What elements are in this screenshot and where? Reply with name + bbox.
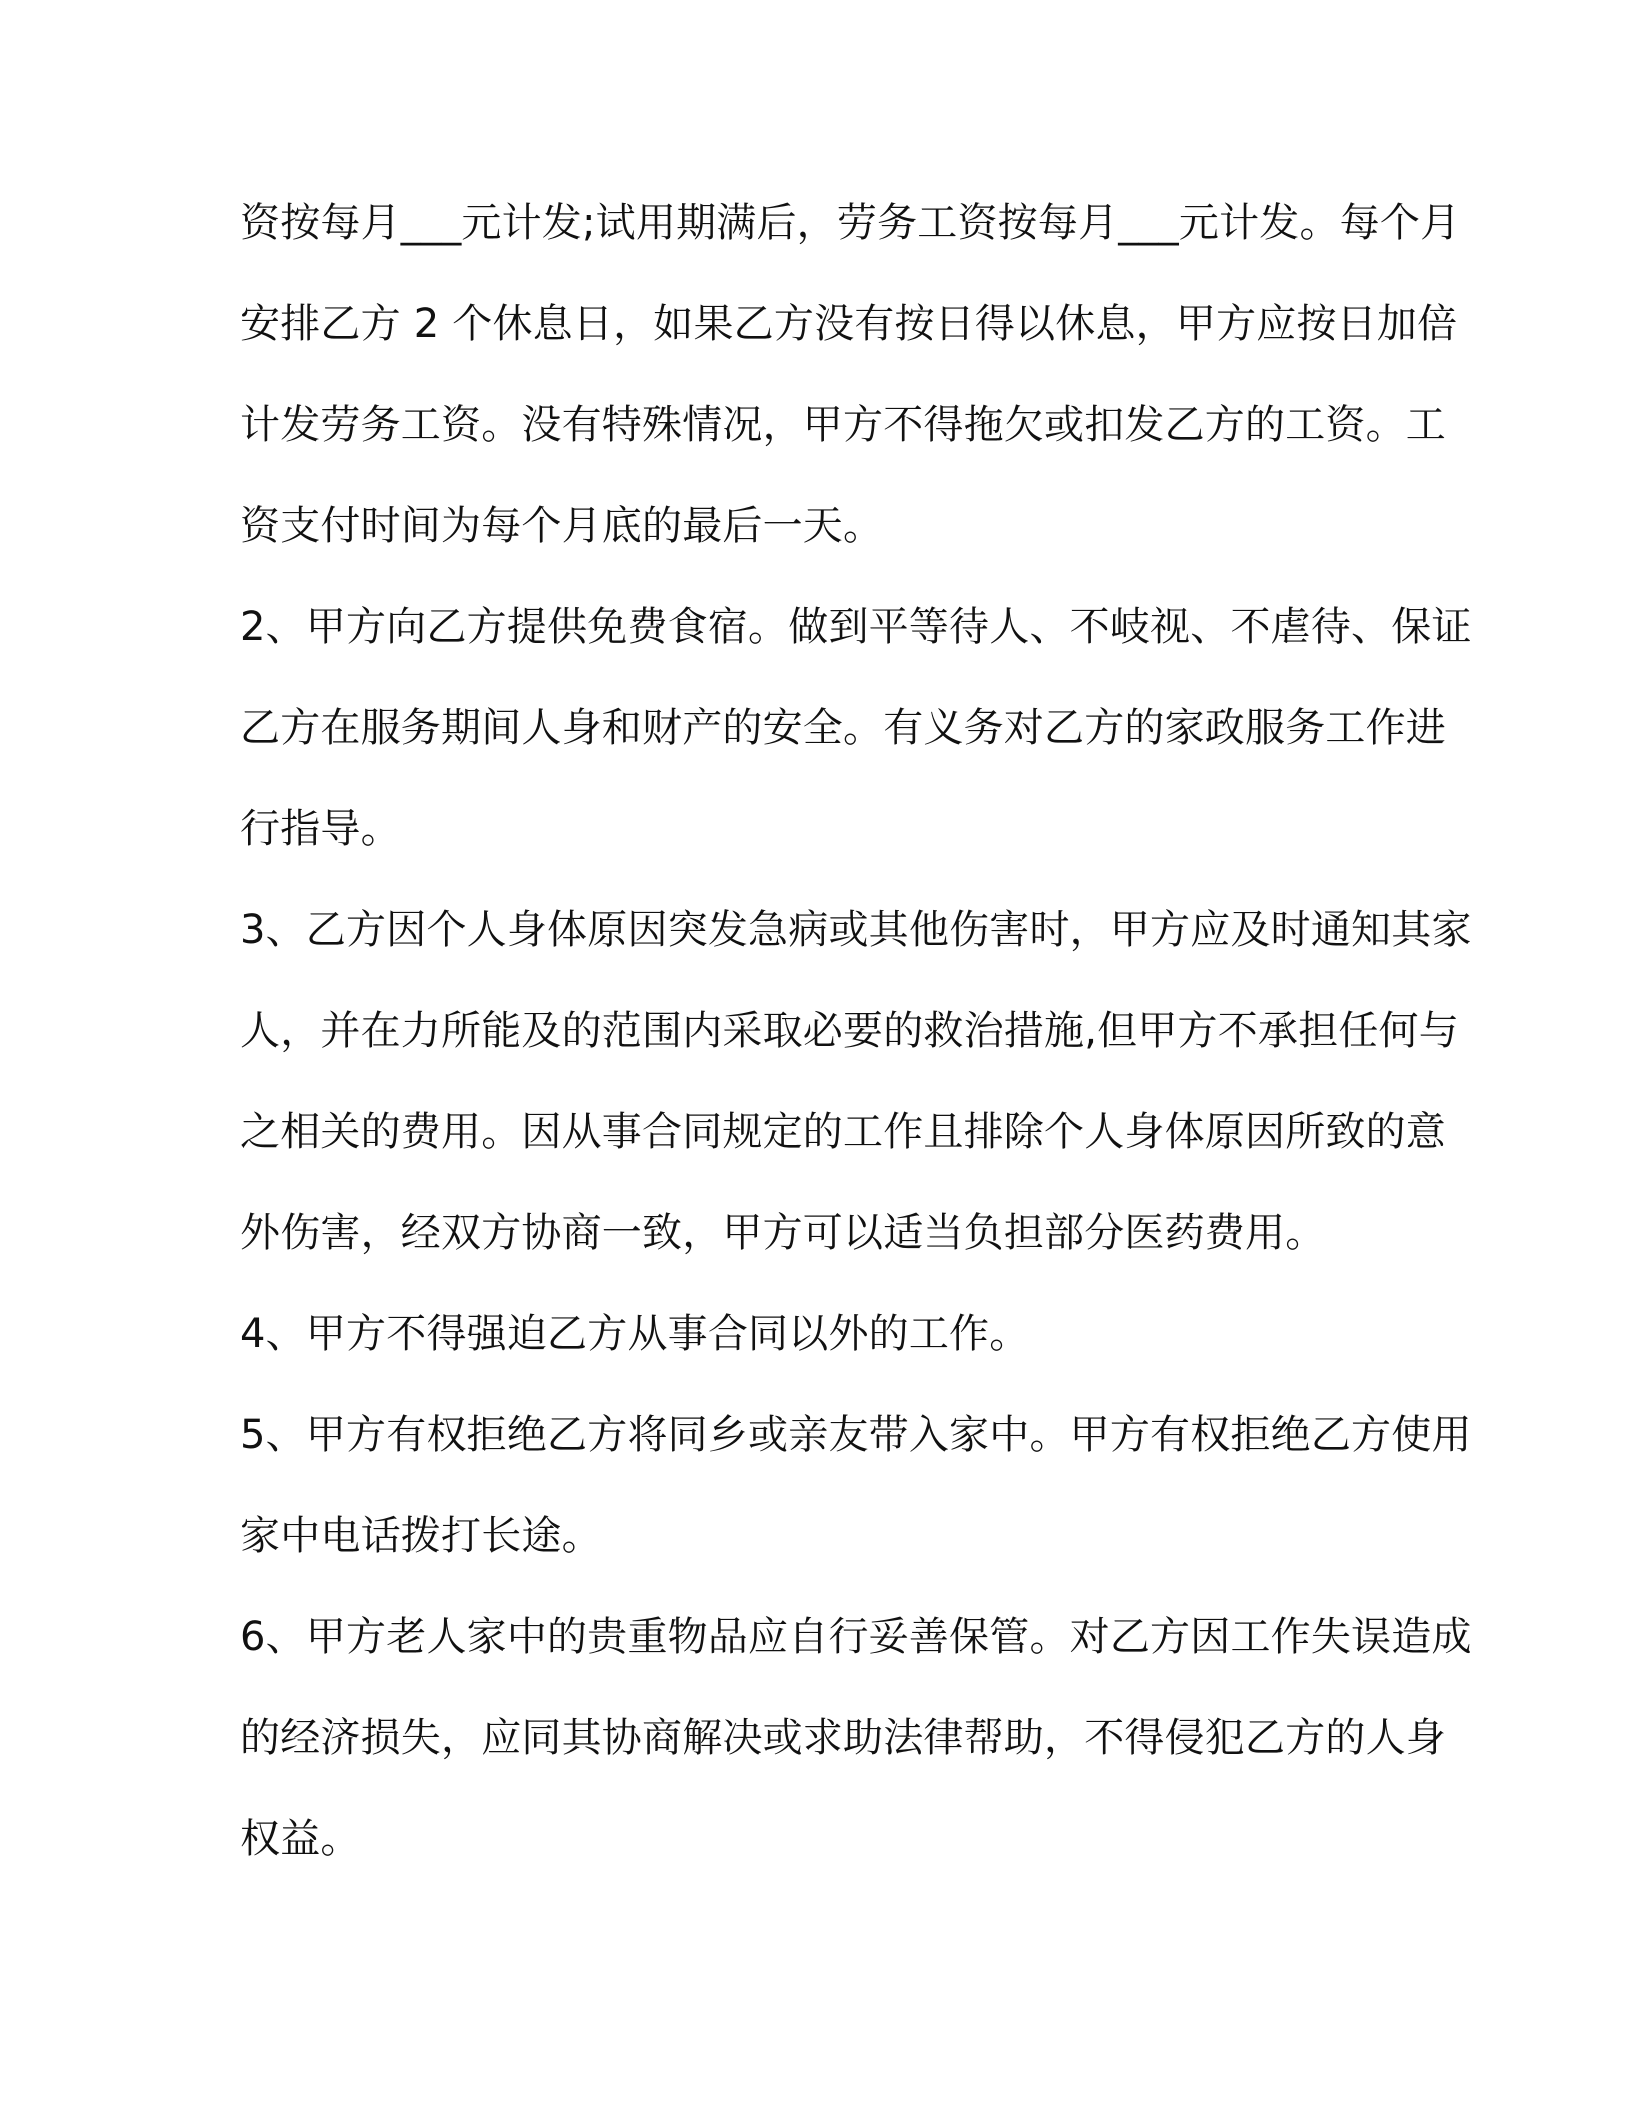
text-line: 人，并在力所能及的范围内采取必要的救治措施,但甲方不承担任何与 (240, 1008, 1459, 1054)
text-line: 的经济损失，应同其协商解决或求助法律帮助，不得侵犯乙方的人身 (240, 1715, 1446, 1761)
text-line: 计发劳务工资。没有特殊情况，甲方不得拖欠或扣发乙方的工资。工 (240, 402, 1446, 448)
clause-6-line: 6、甲方老人家中的贵重物品应自行妥善保管。对乙方因工作失误造成 (240, 1614, 1472, 1660)
text-line: 安排乙方 2 个休息日，如果乙方没有按日得以休息，甲方应按日加倍 (240, 301, 1458, 347)
text-line: 权益。 (240, 1816, 361, 1862)
text-line: 之相关的费用。因从事合同规定的工作且排除个人身体原因所致的意 (240, 1109, 1446, 1155)
text-line: 家中电话拨打长途。 (240, 1513, 602, 1559)
text-line: 乙方在服务期间人身和财产的安全。有义务对乙方的家政服务工作进 (240, 705, 1446, 751)
text-line: 行指导。 (240, 806, 401, 852)
clause-2-line: 2、甲方向乙方提供免费食宿。做到平等待人、不岐视、不虐待、保证 (240, 604, 1472, 650)
clause-4-line: 4、甲方不得强迫乙方从事合同以外的工作。 (240, 1311, 1030, 1357)
text-line: 资支付时间为每个月底的最后一天。 (240, 503, 884, 549)
contract-text (240, 190, 1472, 1907)
clause-3-line: 3、乙方因个人身体原因突发急病或其他伤害时，甲方应及时通知其家 (240, 907, 1472, 953)
text-line: 资按每月___元计发;试用期满后，劳务工资按每月___元计发。每个月 (240, 200, 1461, 246)
text-line: 外伤害，经双方协商一致，甲方可以适当负担部分医药费用。 (240, 1210, 1326, 1256)
clause-5-line: 5、甲方有权拒绝乙方将同乡或亲友带入家中。甲方有权拒绝乙方使用 (240, 1412, 1472, 1458)
